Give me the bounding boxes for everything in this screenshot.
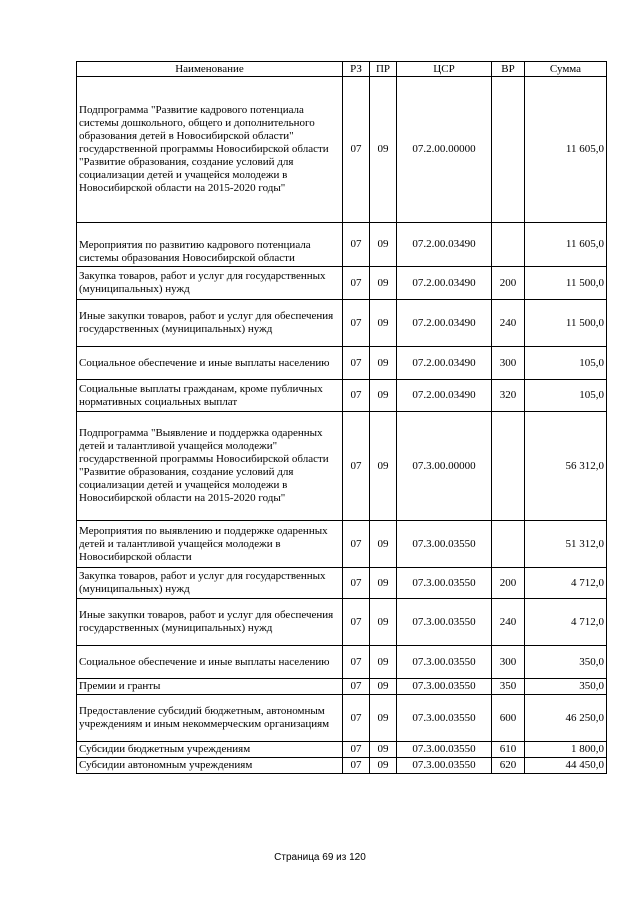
row-sum: 51 312,0	[525, 521, 607, 568]
table-row	[77, 646, 607, 679]
table-row	[77, 758, 607, 774]
row-name: Закупка товаров, работ и услуг для государственных (муниципальных) нужд	[77, 267, 343, 300]
row-name: Закупка товаров, работ и услуг для государственных (муниципальных) нужд	[77, 568, 343, 599]
row-vr: 240	[492, 599, 525, 646]
row-vr: 620	[492, 758, 525, 774]
table-row	[77, 223, 607, 267]
row-pr: 09	[370, 300, 397, 347]
header-name: Наименование	[77, 62, 343, 77]
table-row	[77, 695, 607, 742]
row-rz: 07	[343, 347, 370, 380]
row-csr: 07.2.00.03490	[397, 300, 492, 347]
row-sum: 350,0	[525, 679, 607, 695]
row-sum: 56 312,0	[525, 412, 607, 521]
row-rz: 07	[343, 742, 370, 758]
row-sum: 11 500,0	[525, 267, 607, 300]
row-name: Социальное обеспечение и иные выплаты населению	[77, 347, 343, 380]
row-csr: 07.2.00.03490	[397, 223, 492, 267]
header-rz: РЗ	[343, 62, 370, 77]
row-sum: 46 250,0	[525, 695, 607, 742]
row-csr: 07.2.00.03490	[397, 380, 492, 412]
row-vr: 300	[492, 646, 525, 679]
row-vr	[492, 223, 525, 267]
header-csr: ЦСР	[397, 62, 492, 77]
table-row	[77, 521, 607, 568]
row-vr: 200	[492, 568, 525, 599]
row-sum: 4 712,0	[525, 599, 607, 646]
row-rz: 07	[343, 521, 370, 568]
row-csr: 07.3.00.03550	[397, 695, 492, 742]
row-pr: 09	[370, 77, 397, 223]
row-vr: 610	[492, 742, 525, 758]
row-pr: 09	[370, 646, 397, 679]
row-rz: 07	[343, 223, 370, 267]
row-sum: 11 500,0	[525, 300, 607, 347]
row-sum: 1 800,0	[525, 742, 607, 758]
header-vr: ВР	[492, 62, 525, 77]
row-name: Мероприятия по развитию кадрового потенциала системы образования Новосибирской области	[77, 223, 343, 267]
row-rz: 07	[343, 679, 370, 695]
budget-table	[76, 61, 607, 774]
header-sum: Сумма	[525, 62, 607, 77]
table-row	[77, 599, 607, 646]
row-name: Предоставление субсидий бюджетным, автономным учреждениям и иным некоммерческим организациям	[77, 695, 343, 742]
table-row	[77, 267, 607, 300]
table-row	[77, 412, 607, 521]
row-name: Подпрограмма "Развитие кадрового потенциала системы дошкольного, общего и дополнительного образования детей в Новосибирской области" государственной программы Новосибирской области "Развитие образования, создание условий для социализации детей и учащейся молодежи в Новосибирской области на 2015-2020 годы"	[77, 77, 343, 223]
row-pr: 09	[370, 223, 397, 267]
table-row	[77, 300, 607, 347]
table-row	[77, 679, 607, 695]
row-rz: 07	[343, 380, 370, 412]
row-pr: 09	[370, 758, 397, 774]
row-name: Подпрограмма "Выявление и поддержка одаренных детей и талантливой учащейся молодежи" государственной программы Новосибирской области "Развитие образования, создание условий для социализации детей и учащейся молодежи в Новосибирской области на 2015-2020 годы"	[77, 412, 343, 521]
row-vr: 320	[492, 380, 525, 412]
row-vr: 200	[492, 267, 525, 300]
table-header-row	[77, 62, 607, 77]
page-number: Страница 69 из 120	[274, 852, 366, 863]
row-rz: 07	[343, 267, 370, 300]
table-row	[77, 742, 607, 758]
row-pr: 09	[370, 742, 397, 758]
row-rz: 07	[343, 646, 370, 679]
row-csr: 07.3.00.03550	[397, 742, 492, 758]
table-row	[77, 347, 607, 380]
row-csr: 07.3.00.00000	[397, 412, 492, 521]
row-rz: 07	[343, 300, 370, 347]
row-name: Иные закупки товаров, работ и услуг для обеспечения государственных (муниципальных) нужд	[77, 599, 343, 646]
row-pr: 09	[370, 380, 397, 412]
row-pr: 09	[370, 679, 397, 695]
row-sum: 11 605,0	[525, 77, 607, 223]
row-pr: 09	[370, 695, 397, 742]
row-pr: 09	[370, 347, 397, 380]
row-name: Социальное обеспечение и иные выплаты населению	[77, 646, 343, 679]
row-rz: 07	[343, 412, 370, 521]
row-vr	[492, 412, 525, 521]
table-row	[77, 568, 607, 599]
row-sum: 105,0	[525, 380, 607, 412]
row-pr: 09	[370, 599, 397, 646]
row-name: Субсидии автономным учреждениям	[77, 758, 343, 774]
row-rz: 07	[343, 758, 370, 774]
row-name: Субсидии бюджетным учреждениям	[77, 742, 343, 758]
row-name: Премии и гранты	[77, 679, 343, 695]
row-rz: 07	[343, 695, 370, 742]
row-name: Социальные выплаты гражданам, кроме публичных нормативных социальных выплат	[77, 380, 343, 412]
row-csr: 07.3.00.03550	[397, 521, 492, 568]
row-vr	[492, 77, 525, 223]
row-csr: 07.3.00.03550	[397, 758, 492, 774]
row-rz: 07	[343, 77, 370, 223]
row-csr: 07.3.00.03550	[397, 646, 492, 679]
row-vr: 240	[492, 300, 525, 347]
row-vr: 300	[492, 347, 525, 380]
row-csr: 07.2.00.03490	[397, 267, 492, 300]
row-vr: 600	[492, 695, 525, 742]
row-sum: 11 605,0	[525, 223, 607, 267]
table-row	[77, 77, 607, 223]
row-pr: 09	[370, 267, 397, 300]
row-csr: 07.3.00.03550	[397, 679, 492, 695]
row-sum: 44 450,0	[525, 758, 607, 774]
row-csr: 07.2.00.00000	[397, 77, 492, 223]
row-pr: 09	[370, 568, 397, 599]
row-sum: 4 712,0	[525, 568, 607, 599]
row-rz: 07	[343, 568, 370, 599]
row-vr	[492, 521, 525, 568]
row-csr: 07.2.00.03490	[397, 347, 492, 380]
row-name: Мероприятия по выявлению и поддержке одаренных детей и талантливой учащейся молодежи в Новосибирской области	[77, 521, 343, 568]
header-pr: ПР	[370, 62, 397, 77]
row-csr: 07.3.00.03550	[397, 568, 492, 599]
row-csr: 07.3.00.03550	[397, 599, 492, 646]
row-sum: 350,0	[525, 646, 607, 679]
row-pr: 09	[370, 412, 397, 521]
row-vr: 350	[492, 679, 525, 695]
table-row	[77, 380, 607, 412]
row-rz: 07	[343, 599, 370, 646]
row-name: Иные закупки товаров, работ и услуг для обеспечения государственных (муниципальных) нужд	[77, 300, 343, 347]
row-sum: 105,0	[525, 347, 607, 380]
row-pr: 09	[370, 521, 397, 568]
